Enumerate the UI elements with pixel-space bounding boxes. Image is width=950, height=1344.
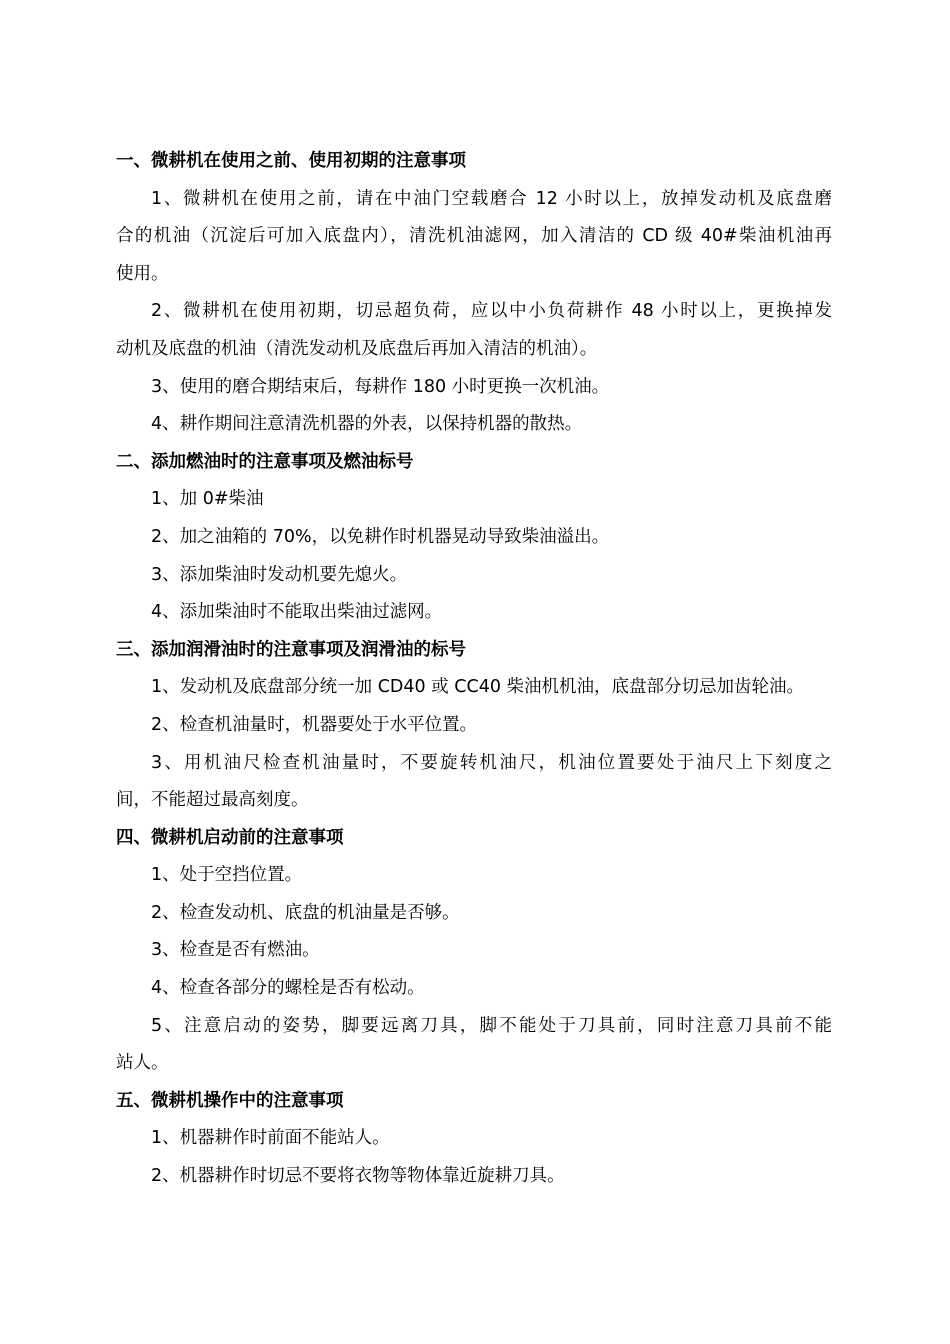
paragraph-line: 动机及底盘的机油（清洗发动机及底盘后再加入清洁的机油）。 [116, 338, 598, 359]
paragraph-line: 2、机器耕作时切忌不要将衣物等物体靠近旋耕刀具。 [151, 1166, 565, 1187]
paragraph-line: 2、检查机油量时，机器要处于水平位置。 [151, 714, 478, 735]
paragraph-line: 1、加 0#柴油 [151, 489, 264, 510]
paragraph-line: 4、添加柴油时不能取出柴油过滤网。 [151, 602, 443, 623]
paragraph-line: 1、微耕机在使用之前，请在中油门空载磨合 12 小时以上，放掉发动机及底盘磨 [151, 188, 832, 209]
section-heading: 五、微耕机操作中的注意事项 [116, 1090, 344, 1111]
paragraph-line: 1、处于空挡位置。 [151, 865, 303, 886]
paragraph-line: 合的机油（沉淀后可加入底盘内），清洗机油滤网，加入清洁的 CD 级 40#柴油机油再 [116, 226, 832, 247]
paragraph-line: 2、加之油箱的 70%，以免耕作时机器晃动导致柴油溢出。 [151, 526, 610, 547]
paragraph-line: 3、添加柴油时发动机要先熄火。 [151, 564, 408, 585]
paragraph-line: 3、使用的磨合期结束后，每耕作 180 小时更换一次机油。 [151, 376, 610, 397]
paragraph-line: 2、微耕机在使用初期，切忌超负荷，应以中小负荷耕作 48 小时以上，更换掉发 [151, 301, 832, 322]
paragraph-line: 1、机器耕作时前面不能站人。 [151, 1128, 390, 1149]
paragraph-line: 间，不能超过最高刻度。 [116, 790, 309, 811]
section-heading: 二、添加燃油时的注意事项及燃油标号 [116, 451, 414, 472]
paragraph-line: 3、用机油尺检查机油量时，不要旋转机油尺，机油位置要处于油尺上下刻度之 [151, 752, 832, 773]
paragraph-line: 5、注意启动的姿势，脚要远离刀具，脚不能处于刀具前，同时注意刀具前不能 [151, 1015, 832, 1036]
paragraph-line: 2、检查发动机、底盘的机油量是否够。 [151, 902, 460, 923]
paragraph-line: 站人。 [116, 1053, 169, 1074]
section-heading: 四、微耕机启动前的注意事项 [116, 827, 344, 848]
section-heading: 一、微耕机在使用之前、使用初期的注意事项 [116, 151, 466, 171]
paragraph-line: 使用。 [116, 263, 169, 284]
paragraph-line: 4、检查各部分的螺栓是否有松动。 [151, 978, 425, 999]
document-body [116, 143, 836, 1196]
paragraph-line: 4、耕作期间注意清洗机器的外表，以保持机器的散热。 [151, 414, 583, 435]
paragraph-line: 3、检查是否有燃油。 [151, 940, 320, 961]
paragraph-line: 1、发动机及底盘部分统一加 CD40 或 CC40 柴油机机油，底盘部分切忌加齿轮油。 [151, 677, 805, 698]
section-heading: 三、添加润滑油时的注意事项及润滑油的标号 [116, 639, 466, 660]
